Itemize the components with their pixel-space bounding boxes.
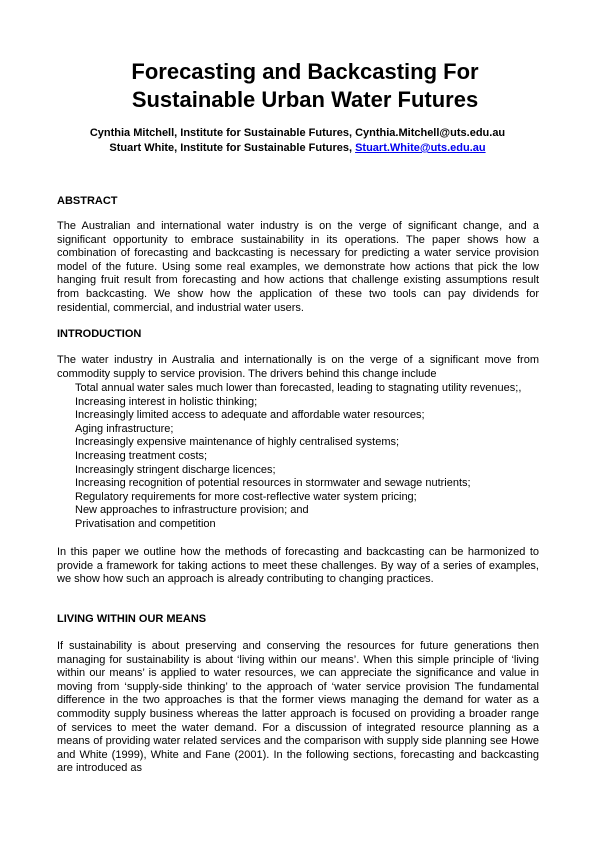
list-item: Total annual water sales much lower than forecasted, leading to stagnating utility revenues;, xyxy=(75,382,522,394)
living-heading: LIVING WITHIN OUR MEANS xyxy=(57,613,207,625)
list-item: New approaches to infrastructure provision; and xyxy=(75,504,309,517)
list-item: Increasing treatment costs; xyxy=(75,449,208,462)
list-item: Increasing interest in holistic thinking; xyxy=(75,395,258,408)
introduction-heading: INTRODUCTION xyxy=(57,328,142,340)
author-block xyxy=(55,126,540,156)
list-item: Privatisation and competition xyxy=(75,517,216,530)
list-item: Increasingly limited access to adequate and affordable water resources; xyxy=(75,409,425,422)
author-email-link[interactable]: Stuart.White@uts.edu.au xyxy=(355,142,486,154)
abstract-heading: ABSTRACT xyxy=(57,195,118,207)
list-item: Increasing recognition of potential resources in stormwater and sewage nutrients; xyxy=(75,477,471,490)
list-item: Aging infrastructure; xyxy=(75,422,174,435)
abstract-text: The Australian and international water industry is on the verge of significant change, and a significant opportunity to embrace sustainability in its operations. The paper shows how a combination of forecasting and backcasting is necessary for predicting a water service provision model of the future. Using some real examples, we demonstrate how actions that pick the low hanging fruit result from forecasting and how actions that challenge existing assumptions result from backcasting. We show how the application of these two tools can pay dividends for residential, commercial, and industrial water users. xyxy=(57,220,539,314)
author-line-2-text: Stuart White, Institute for Sustainable Futures, xyxy=(109,142,356,154)
introduction-closing: In this paper we outline how the methods of forecasting and backcasting can be harmonized to provide a framework for taking actions to meet these challenges. By way of a series of examples, we show how such an approach is already contributing to changing practices. xyxy=(57,546,539,586)
paper-title xyxy=(60,58,550,114)
list-item: Increasingly stringent discharge licences; xyxy=(75,463,276,476)
author-line-1: Cynthia Mitchell, Institute for Sustainable Futures, Cynthia.Mitchell@uts.edu.au xyxy=(89,127,506,139)
list-item: Increasingly expensive maintenance of highly centralised systems; xyxy=(75,436,400,449)
title-line-1: Forecasting and Backcasting For xyxy=(131,59,479,84)
list-item: Regulatory requirements for more cost-reflective water system pricing; xyxy=(75,490,417,503)
introduction-lead: The water industry in Australia and internationally is on the verge of a significant move from commodity supply to service provision. The drivers behind this change include xyxy=(57,354,539,380)
author-line-2 xyxy=(55,141,540,156)
drivers-list xyxy=(57,382,539,532)
living-text: If sustainability is about preserving and conserving the resources for future generations then managing for sustainability is about ‘living within our means’. When this simple principle of ‘living within our means’ is applied to water resources, we can appreciate the significance and value in moving from ‘supply-side thinking’ to the approach of ‘water service provision The fundamental difference in the two approaches is that the former views managing the demand for water as a commodity supply business whereas the latter approach is focused on providing a broader range of services to meet the water demand. For a discussion of integrated resource planning as a means of providing water related services and the comparison with supply side planning see Howe and White (1999), White and Fane (2001). In the following sections, forecasting and backcasting are introduced as xyxy=(57,640,539,775)
title-line-2: Sustainable Urban Water Futures xyxy=(131,87,479,112)
